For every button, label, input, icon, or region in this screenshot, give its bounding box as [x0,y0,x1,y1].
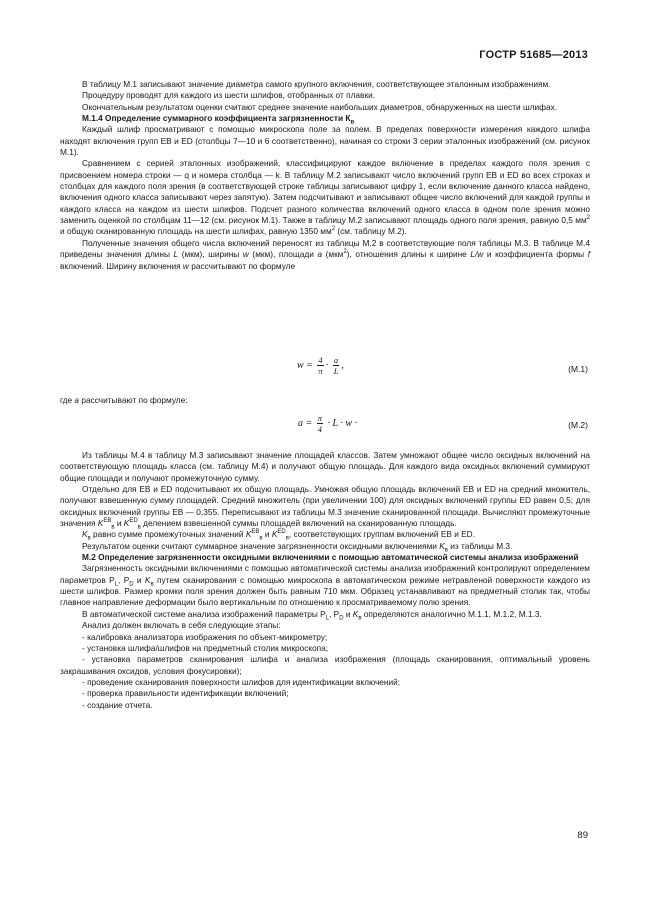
paragraph: Отдельно для ЕВ и ЕD подсчитывают их общую площадь. Умножая общую площадь включений ЕВ и ЕD на средний множитель, получают взвешенную сумму площадей. Средний множитель (при увеличении 100) для оксидных включений группы ЕD равен 0,5; для оксидных включений группы ЕВ — 0,355. Переписывают из таблицы М.3 значение сканированной площади. Вычисляют промежуточные значения $K^{ЕВ}_в$ и $K^{ЕD}_в$ делением взвешенной суммы площадей включений на сканированную площадь. [60,484,590,531]
paragraph: $K_в$ равно сумме промежуточных значений $K^{ЕВ}_в$ и $K^{ЕD}_в$, соответствующих группам включений ЕВ и ЕD. [82,529,475,543]
list-item: - установка параметров сканирования шлифа и анализа изображения (площадь сканирования, оптимальный уровень закрашивания оксидов, условия фокусировки); [60,654,590,676]
fraction: $\frac{a}{L}$ [333,355,339,376]
where-line: где а рассчитывают по формуле: [60,395,188,405]
list-item: - калибровка анализатора изображения по объект-микрометру; [82,631,328,642]
paragraph: Сравнением с серией эталонных изображений, классифицируют каждое включение в пределах каждого поля зрения с присвоением номера строки — q и номера столбца — k. В таблицу М.2 записывают число включений групп ЕВ и ЕD во всех строках и столбцах для каждого поля зрения (в соответствующей строке таблицы записывают цифру 1, если включение данного класса найдено, включения одного класса записывают через запятую). Затем подсчитывают и записывают общее число включений для каждой группы и каждого класса на каждом из шести шлифов. Подсчет разного количества включений одного класса в одном поле зрения можно заменить оценкой по столбцам 11—12 (см. рисунок М.1). Также в таблицу М.2 записывают площадь одного поля зрения, равную 0,5 $мм^2$ и общую сканированную площадь на шести шлифах, равную 1350 $мм^2$ (см. таблицу М.2). [60,158,590,237]
list-item: - проведение сканирования поверхности шлифов для идентификации включений; [82,676,401,687]
paragraph: Полученные значения общего числа включений переносят из таблицы М.2 в соответствующие поля таблицы М.3. В таблице М.4 приведены значения длины L (мкм), ширины w (мкм), площади а (мкм$^2$), отношения длины к ширине L/w и коэффициента формы f включений. Ширину включения w рассчитывают по формуле [60,237,591,271]
paragraph: Результатом оценки считают суммарное значение загрязненности оксидными включениями $K_в$ из таблицы М.3. [82,540,513,554]
paragraph: Из таблицы М.4 в таблицу М.3 записывают значение площадей классов. Затем умножают общее число оксидных включений на соответствующую площадь класса (см. таблицу М.4) и получают общую площадь. Для каждого вида оксидных включений суммируют общие площади и получают промежуточную сумму. [60,450,590,483]
fraction: $\frac{\pi}{4}$ [317,413,323,434]
paragraph: В таблицу М.1 записывают значение диаметра самого крупного включения, соответствующее эталонным изображениям. [82,79,551,89]
paragraph: Загрязненность оксидными включениями с помощью автоматической системы анализа изображений контролируют определением параметров $Р_L$, $Р_D$ и $K_в$ путем сканирования с помощью микроскопа в автоматическом режиме нетравленой поверхности каждого из шести шлифов. Размер кромки поля зрения должен быть равным 710 мкм. Образец устанавливают на предметный столик так, чтобы главное направление деформации было вертикальным по отношению к просматриваемому полю зрения. [60,563,590,608]
list-item: - создание отчета. [82,699,153,710]
equation-number-m1: (М.1) [568,364,588,374]
section-heading-m2: М.2 Определение загрязненности оксидными включениями с помощью автоматической системы анализа изображений [82,552,579,563]
paragraph: Каждый шлиф просматривают с помощью микроскопа поле за полем. В пределах поверхности измерения каждого шлифа находят включения групп ЕВ и ЕD (столбцы 7—10 и 6 соответственно), начиная со строки 3 серии эталонных изображений (см. рисунок М.1). [60,124,590,158]
paragraph: Анализ должен включать в себя следующие этапы: [82,620,281,631]
list-item: - проверка правильности идентификации включений; [82,688,289,699]
document-header: ГОСТР 51685—2013 [479,49,588,61]
paragraph: Процедуру проводят для каждого из шести шлифов, отобранных от плавки. [82,90,376,101]
equation-number-m2: (М.2) [568,420,588,430]
section-heading-m14: М.1.4 Определение суммарного коэффициента загрязненности $К_в$ [82,113,355,126]
fraction: $\frac{4}{\pi}$ [318,355,323,376]
paragraph: Окончательным результатом оценки считают среднее значение наибольших диаметров, обнаруженных на шести шлифах. [82,101,558,112]
list-item: - установка шлифа/шлифов на предметный столик микроскопа; [82,642,329,653]
paragraph: В автоматической системе анализа изображений параметры $Р_L$, $Р_D$ и $K_в$ определяются аналогично М.1.1, М.1.2, М.1.3. [82,608,542,622]
page-number: 89 [577,830,588,841]
text-block-1 [60,79,590,272]
text-block-2 [60,450,590,711]
formula-m2: a = $\frac{\pi}{4}$ · L · w · [298,413,358,434]
formula-m1: w = $\frac{4}{\pi}$ · $\frac{a}{L}$ , [297,355,344,376]
